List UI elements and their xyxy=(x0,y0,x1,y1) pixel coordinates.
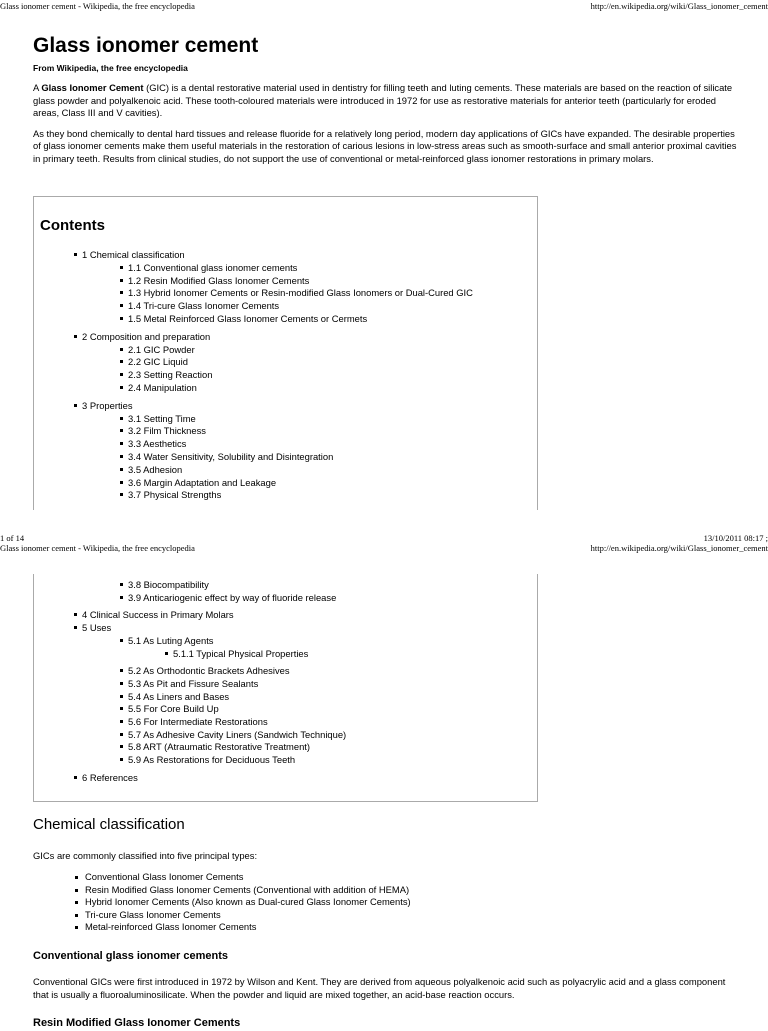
print-timestamp: 13/10/2011 08:17 ; xyxy=(703,533,768,543)
bullet-icon xyxy=(120,304,123,307)
toc-item-label[interactable]: 2.4 Manipulation xyxy=(128,382,197,393)
toc-item-label[interactable]: 3.2 Film Thickness xyxy=(128,425,206,437)
toc-item[interactable] xyxy=(74,331,210,344)
toc-item[interactable] xyxy=(120,635,213,648)
bullet-icon xyxy=(75,889,78,892)
bullet-icon xyxy=(120,596,123,599)
article-header xyxy=(33,33,738,74)
bullet-icon xyxy=(120,360,123,363)
toc-item-label[interactable]: 6 References xyxy=(82,771,138,783)
toc-item-label[interactable]: 5.6 For Intermediate Restorations xyxy=(128,716,268,727)
toc-item[interactable] xyxy=(120,300,279,313)
toc-item[interactable] xyxy=(74,772,138,785)
toc-item-label[interactable]: 5.2 As Orthodontic Brackets Adhesives xyxy=(128,665,290,677)
toc-item[interactable] xyxy=(120,382,197,395)
toc-item-label[interactable]: 3.8 Biocompatibility xyxy=(128,579,209,590)
subsection-heading: Conventional glass ionomer cements xyxy=(33,950,228,962)
intro-text-pre: A xyxy=(33,82,42,93)
toc-item[interactable] xyxy=(120,665,290,678)
toc-item[interactable] xyxy=(120,477,276,490)
toc-item-label[interactable]: 1.4 Tri-cure Glass Ionomer Cements xyxy=(128,300,280,312)
conventional-paragraph: Conventional GICs were first introduced in 1972 by Wilson and Kent. They are derived from aqueous polyalkenoic acid such as polyacrylic acid and a glass component that is usually a fluoroaluminosilicate. When the powder and liquid are mixed together, an acid-base reaction occurs. xyxy=(33,976,726,1000)
list-item xyxy=(75,884,735,897)
tagline: From Wikipedia, the free encyclopedia xyxy=(33,63,188,73)
toc-item[interactable] xyxy=(120,716,268,729)
toc-item-label[interactable]: 2.3 Setting Reaction xyxy=(128,369,213,381)
subsection-heading: Resin Modified Glass Ionomer Cements xyxy=(33,1017,241,1029)
section-heading: Chemical classification xyxy=(33,816,185,833)
toc-item-label[interactable]: 2.1 GIC Powder xyxy=(128,343,195,355)
toc-item[interactable] xyxy=(120,438,186,451)
toc-item-label[interactable]: 5.1.1 Typical Physical Properties xyxy=(173,647,309,659)
bullet-icon xyxy=(120,386,123,389)
print-page-title: Glass ionomer cement - Wikipedia, the free encyclopedia xyxy=(0,1,195,11)
intro-paragraph-2: As they bond chemically to dental hard tissues and release fluoride for a relatively long period, modern day applications of GICs have expanded. The desirable properties of glass ionomer cements make them useful materials in the restoration of carious lesions in low-stress areas such as smooth-surface and small anterior proximal cavities in primary teeth. Results from clinical studies, do not support the use of conventional or metal-reinforced glass ionomer restorations in primary molars. xyxy=(33,127,737,164)
bullet-icon xyxy=(120,429,123,432)
toc-item-label[interactable]: 3.5 Adhesion xyxy=(128,463,183,475)
toc-item[interactable] xyxy=(120,729,346,742)
bullet-icon xyxy=(74,776,77,779)
bullet-icon xyxy=(74,626,77,629)
toc-item[interactable] xyxy=(120,579,209,592)
bullet-icon xyxy=(120,373,123,376)
toc-item[interactable] xyxy=(120,344,195,357)
toc-item-label[interactable]: 1.2 Resin Modified Glass Ionomer Cements xyxy=(128,274,310,286)
intro-text-post: (GIC) is a dental restorative material used in dentistry for filling teeth and luting cements. These materials are based on the reaction of silicate glass powder and polyalkenoic acid. These tooth-coloured materials were introduced in 1972 for use as restorative materials for anterior teeth (particularly for eroded areas, Class III and V cavities). xyxy=(33,82,733,119)
bullet-icon xyxy=(120,348,123,351)
toc-item[interactable] xyxy=(74,609,234,622)
toc-item[interactable] xyxy=(120,262,297,275)
toc-item-label[interactable]: 3.9 Anticariogenic effect by way of fluoride release xyxy=(128,591,337,603)
toc-item-label[interactable]: 1.1 Conventional glass ionomer cements xyxy=(128,261,298,273)
gic-types-list-wrap xyxy=(75,871,735,934)
section-chemical-classification xyxy=(33,815,738,835)
toc-item[interactable] xyxy=(120,741,310,754)
print-header-page2 xyxy=(0,542,768,554)
toc-item-label[interactable]: 3.3 Aesthetics xyxy=(128,438,187,450)
toc-item[interactable] xyxy=(120,356,188,369)
bullet-icon xyxy=(120,720,123,723)
bullet-icon xyxy=(120,669,123,672)
toc-item[interactable] xyxy=(120,703,219,716)
toc-item[interactable] xyxy=(165,648,308,661)
toc-item[interactable] xyxy=(120,425,206,438)
list-item xyxy=(75,871,735,884)
toc-item[interactable] xyxy=(120,678,258,691)
toc-item[interactable] xyxy=(120,413,196,426)
bullet-icon xyxy=(120,481,123,484)
list-item xyxy=(75,921,735,934)
toc-item[interactable] xyxy=(120,275,309,288)
bullet-icon xyxy=(120,317,123,320)
toc-item-label[interactable]: 3 Properties xyxy=(82,399,133,411)
table-of-contents-continued xyxy=(33,574,538,802)
bullet-icon xyxy=(120,758,123,761)
toc-item-label[interactable]: 1.3 Hybrid Ionomer Cements or Resin-modified Glass Ionomers or Dual-Cured GIC xyxy=(128,287,473,299)
toc-item[interactable] xyxy=(120,287,473,300)
classification-intro: GICs are commonly classified into five principal types: xyxy=(33,850,258,861)
list-item-label: Metal-reinforced Glass Ionomer Cements xyxy=(85,921,257,933)
bullet-icon xyxy=(120,266,123,269)
intro-bold-term: Glass Ionomer Cement xyxy=(41,82,144,93)
toc-item-label[interactable]: 3.4 Water Sensitivity, Solubility and Disintegration xyxy=(128,451,334,462)
bullet-icon xyxy=(165,652,168,655)
toc-item[interactable] xyxy=(120,754,295,767)
gic-types-list xyxy=(75,871,735,934)
bullet-icon xyxy=(120,442,123,445)
toc-title: Contents xyxy=(40,217,105,234)
toc-item[interactable] xyxy=(120,592,336,605)
toc-item[interactable] xyxy=(120,489,221,502)
list-item xyxy=(75,909,735,922)
toc-item-label[interactable]: 5.5 For Core Build Up xyxy=(128,703,219,715)
toc-item-label[interactable]: 3.6 Margin Adaptation and Leakage xyxy=(128,476,277,488)
toc-item[interactable] xyxy=(120,451,333,464)
toc-item[interactable] xyxy=(74,622,111,635)
list-item xyxy=(75,896,735,909)
bullet-icon xyxy=(120,707,123,710)
table-of-contents xyxy=(33,196,538,510)
bullet-icon xyxy=(75,876,78,879)
toc-item-label[interactable]: 5.9 As Restorations for Deciduous Teeth xyxy=(128,754,296,766)
print-page-title: Glass ionomer cement - Wikipedia, the free encyclopedia xyxy=(0,543,195,553)
section-conventional xyxy=(33,949,738,964)
intro-paragraph-1 xyxy=(33,82,738,120)
bullet-icon xyxy=(120,733,123,736)
toc-item[interactable] xyxy=(120,313,367,326)
toc-item[interactable] xyxy=(120,464,182,477)
bullet-icon xyxy=(120,279,123,282)
bullet-icon xyxy=(75,926,78,929)
bullet-icon xyxy=(120,468,123,471)
toc-item-label[interactable]: 5.7 As Adhesive Cavity Liners (Sandwich Technique) xyxy=(128,728,347,740)
bullet-icon xyxy=(120,455,123,458)
bullet-icon xyxy=(120,639,123,642)
toc-item[interactable] xyxy=(120,369,212,382)
section-intro xyxy=(33,850,738,863)
bullet-icon xyxy=(120,745,123,748)
toc-item[interactable] xyxy=(74,249,185,262)
toc-item-label[interactable]: 5.8 ART (Atraumatic Restorative Treatment) xyxy=(128,741,311,753)
print-url: http://en.wikipedia.org/wiki/Glass_ionomer_cement xyxy=(590,543,768,553)
bullet-icon xyxy=(120,291,123,294)
toc-item-label[interactable]: 5 Uses xyxy=(82,622,112,634)
print-header xyxy=(0,0,768,12)
toc-item-label[interactable]: 4 Clinical Success in Primary Molars xyxy=(82,609,234,621)
bullet-icon xyxy=(120,493,123,496)
list-item-label: Conventional Glass Ionomer Cements xyxy=(85,871,244,882)
page-counter: 1 of 14 xyxy=(0,533,25,543)
bullet-icon xyxy=(74,404,77,407)
article-intro xyxy=(33,82,738,166)
list-item-label: Hybrid Ionomer Cements (Also known as Dual-cured Glass Ionomer Cements) xyxy=(85,896,411,908)
bullet-icon xyxy=(120,682,123,685)
conventional-text-wrap xyxy=(33,976,738,1001)
toc-item-label[interactable]: 1.5 Metal Reinforced Glass Ionomer Cements or Cermets xyxy=(128,313,368,324)
bullet-icon xyxy=(74,335,77,338)
toc-item-label[interactable]: 2.2 GIC Liquid xyxy=(128,356,188,368)
toc-item-label[interactable]: 5.3 As Pit and Fissure Sealants xyxy=(128,677,259,689)
toc-item-label[interactable]: 5.4 As Liners and Bases xyxy=(128,690,230,702)
bullet-icon xyxy=(120,695,123,698)
bullet-icon xyxy=(74,253,77,256)
toc-item-label[interactable]: 3.7 Physical Strengths xyxy=(128,489,222,501)
toc-item-label[interactable]: 3.1 Setting Time xyxy=(128,412,196,424)
bullet-icon xyxy=(75,901,78,904)
toc-item-label[interactable]: 1 Chemical classification xyxy=(82,249,185,260)
bullet-icon xyxy=(75,914,78,917)
list-item-label: Tri-cure Glass Ionomer Cements xyxy=(85,908,221,920)
bullet-icon xyxy=(74,613,77,616)
toc-item[interactable] xyxy=(120,691,229,704)
print-url: http://en.wikipedia.org/wiki/Glass_ionomer_cement xyxy=(590,1,768,11)
bullet-icon xyxy=(120,583,123,586)
toc-item-label[interactable]: 2 Composition and preparation xyxy=(82,330,211,342)
list-item-label: Resin Modified Glass Ionomer Cements (Conventional with addition of HEMA) xyxy=(85,883,410,895)
toc-item-label[interactable]: 5.1 As Luting Agents xyxy=(128,634,214,646)
bullet-icon xyxy=(120,417,123,420)
page-title: Glass ionomer cement xyxy=(33,34,259,57)
toc-item[interactable] xyxy=(74,400,133,413)
